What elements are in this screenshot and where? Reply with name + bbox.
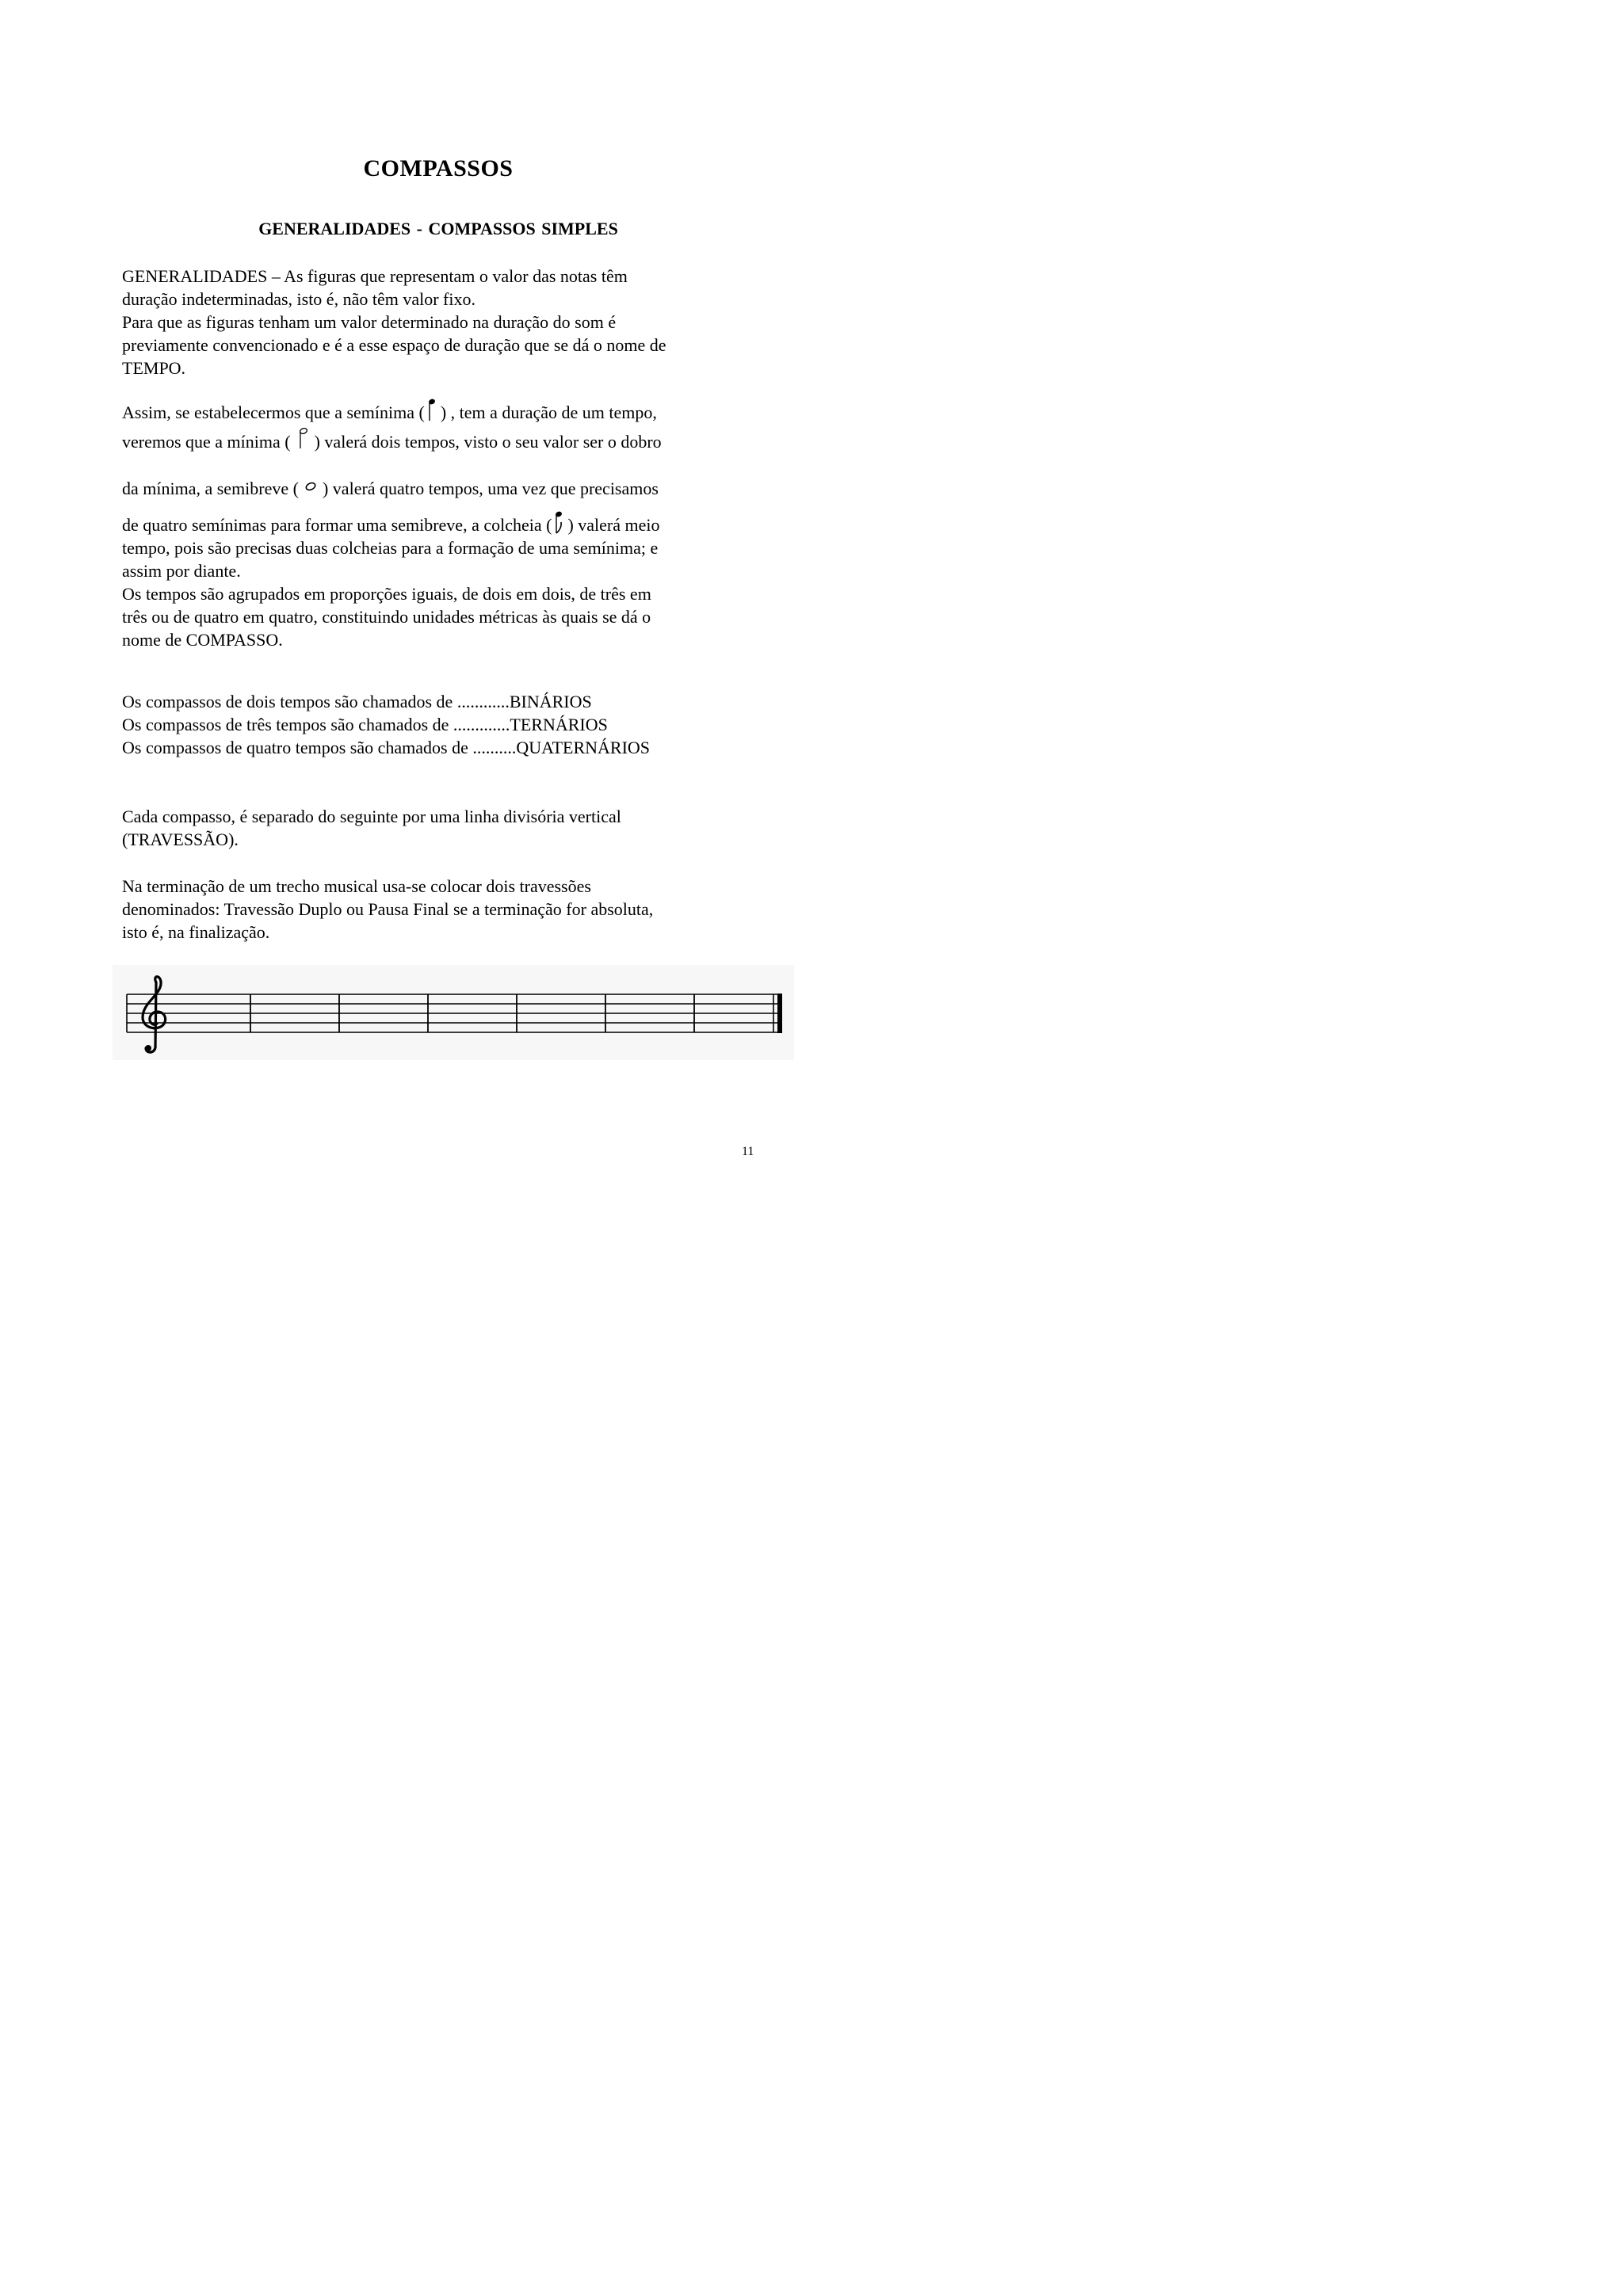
page-title: COMPASSOS <box>363 155 514 181</box>
text-line: TEMPO. <box>122 358 186 378</box>
text-segment: veremos que a mínima ( <box>122 432 291 452</box>
meter-binary: Os compassos de dois tempos são chamados de ............BINÁRIOS <box>122 692 592 711</box>
text-line: nome de COMPASSO. <box>122 630 283 650</box>
text-segment: ) valerá meio <box>567 515 660 535</box>
final-thick-barline <box>777 994 782 1033</box>
text-line: tempo, pois são precisas duas colcheias para a formação de uma semínima; e <box>122 538 659 558</box>
music-staff <box>113 965 794 1060</box>
figures-line-3 <box>122 475 780 500</box>
figures-line-2 <box>122 428 780 453</box>
intro-paragraph <box>122 265 780 379</box>
figures-paragraph <box>122 511 780 651</box>
text-segment: ) valerá quatro tempos, uma vez que precisamos <box>322 479 659 498</box>
text-line: isto é, na finalização. <box>122 922 270 942</box>
meter-quaternary: Os compassos de quatro tempos são chamados de ..........QUATERNÁRIOS <box>122 738 651 757</box>
text-line: GENERALIDADES – As figuras que representam o valor das notas têm <box>122 266 628 286</box>
eighth-note-icon <box>552 511 567 533</box>
text-line: denominados: Travessão Duplo ou Pausa Final se a terminação for absoluta, <box>122 899 654 919</box>
text-line: Para que as figuras tenham um valor determinado na duração do som é <box>122 312 617 332</box>
text-line: Na terminação de um trecho musical usa-se colocar dois travessões <box>122 876 591 896</box>
text-line: duração indeterminadas, isto é, não têm valor fixo. <box>122 289 475 309</box>
text-line: três ou de quatro em quatro, constituindo unidades métricas às quais se dá o <box>122 607 651 627</box>
ending-paragraph <box>122 875 780 944</box>
text-segment: ) valerá dois tempos, visto o seu valor ser o dobro <box>314 432 662 452</box>
text-line: (TRAVESSÃO). <box>122 830 239 849</box>
text-line: Cada compasso, é separado do seguinte por uma linha divisória vertical <box>122 807 621 826</box>
text-line: previamente convencionado e é a esse espaço de duração que se dá o nome de <box>122 335 666 355</box>
text-segment: ) , tem a duração de um tempo, <box>440 402 657 422</box>
barline-paragraph <box>122 805 780 851</box>
quarter-note-icon <box>425 399 441 421</box>
half-note-icon <box>291 428 315 450</box>
meter-types-list <box>122 690 780 759</box>
text-segment: Assim, se estabelecermos que a semínima ( <box>122 402 425 422</box>
figures-line-1 <box>122 399 780 424</box>
text-line <box>122 511 780 536</box>
meter-ternary: Os compassos de três tempos são chamados de .............TERNÁRIOS <box>122 715 608 734</box>
text-segment: da mínima, a semibreve ( <box>122 479 299 498</box>
text-segment: de quatro semínimas para formar uma semibreve, a colcheia ( <box>122 515 552 535</box>
page-number: 11 <box>742 1145 754 1158</box>
text-line: assim por diante. <box>122 561 241 581</box>
section-subtitle: GENERALIDADES - COMPASSOS SIMPLES <box>258 219 618 238</box>
whole-note-icon <box>299 475 323 497</box>
text-line: Os tempos são agrupados em proporções iguais, de dois em dois, de três em <box>122 584 651 604</box>
staff-background <box>113 965 794 1060</box>
